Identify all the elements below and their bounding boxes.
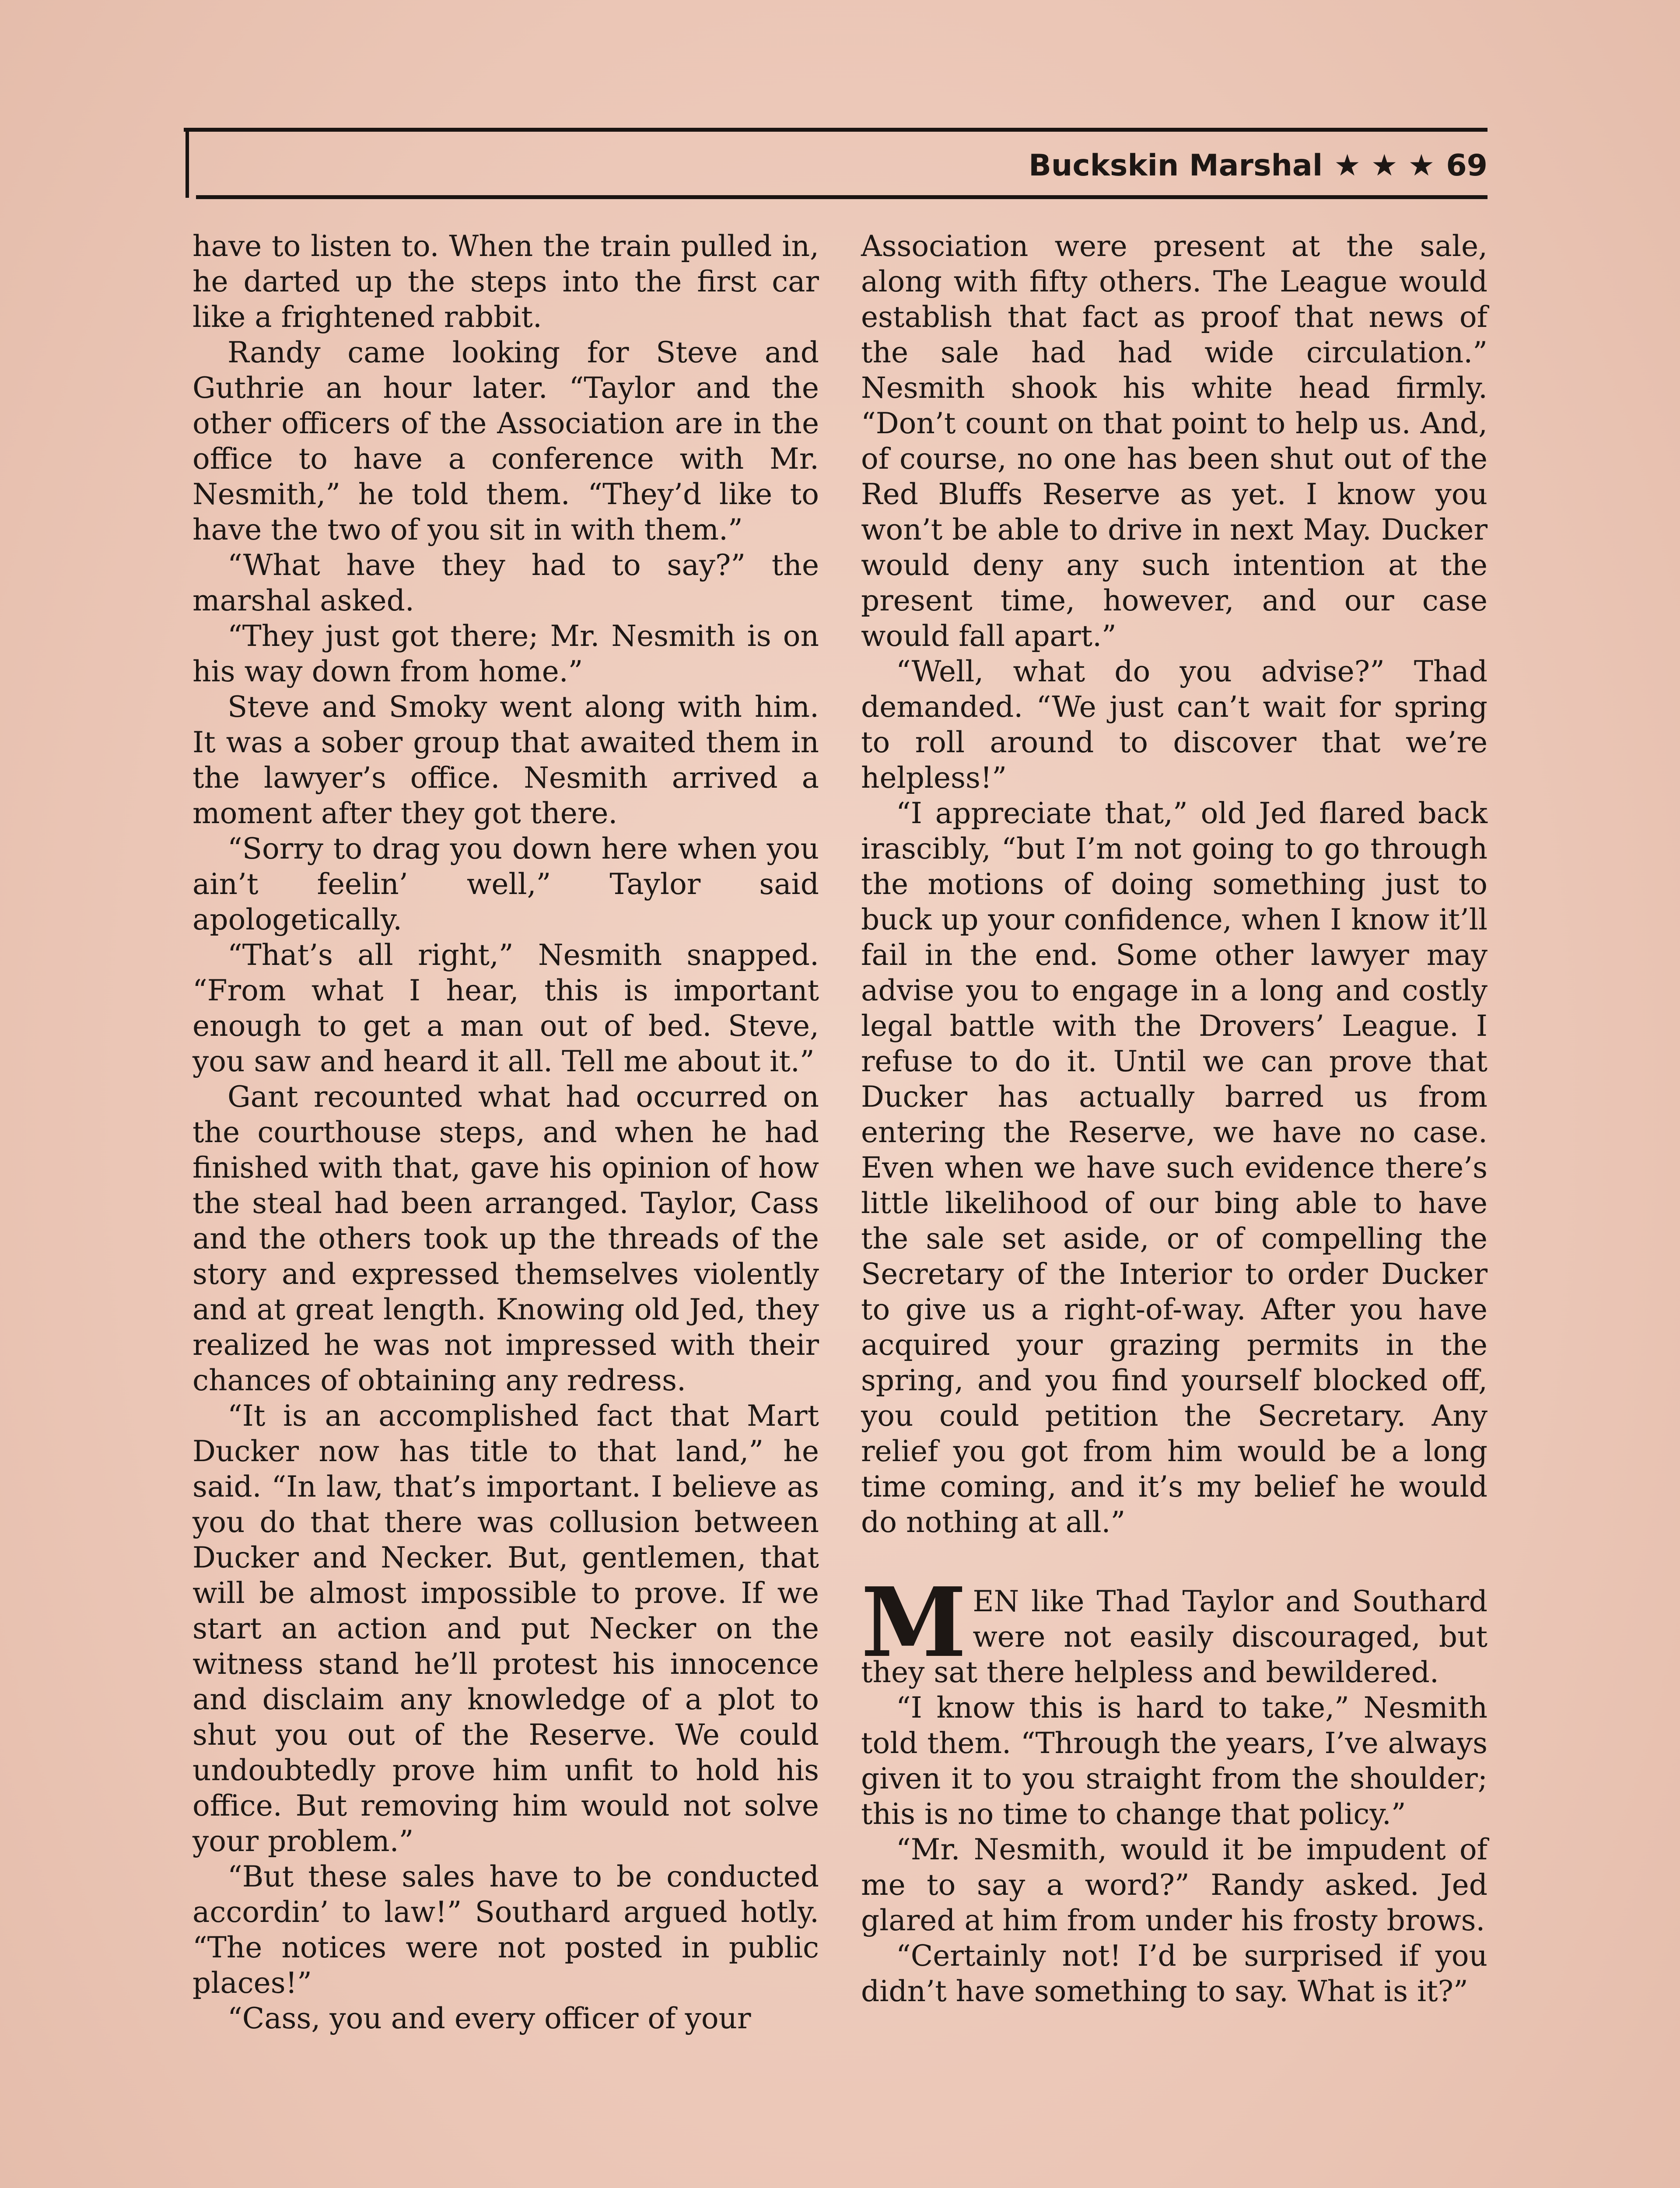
right-column: [861, 228, 1488, 2009]
header-left-rule: [186, 130, 189, 198]
paragraph: “Sorry to drag you down here when you ain’t feelin’ well,” Taylor said apologetically.: [192, 832, 819, 936]
paragraph: Association were present at the sale, along with fifty others. The League would establish that fact as proof that news of the sale had had wide circulation.” Nesmith shook his white head firmly. “Don’t count on that point to help us. And, of course, no one has been shut out of the Red Bluffs Reserve as yet. I know you won’t be able to drive in next May. Ducker would deny any such intention at the present time, however, and our case would fall apart.”: [861, 229, 1488, 653]
paragraph: “Cass, you and every officer of your: [228, 2002, 751, 2035]
running-head: [1029, 139, 1488, 192]
paragraph: “They just got there; Mr. Nesmith is on his way down from home.”: [192, 619, 819, 688]
paragraph: “It is an accomplished fact that Mart Ducker now has title to that land,” he said. “In law, that’s important. I believe as you do that there was collusion between Ducker and Necker. But, gentlemen, that will be almost impossible to prove. If we start an action and put Necker on the witness stand he’ll protest his innocence and disclaim any knowledge of a plot to shut you out of the Reserve. We could undoubtedly prove him unfit to hold his office. But removing him would not solve your problem.”: [192, 1399, 819, 1858]
paragraph: “Certainly not! I’d be surprised if you didn’t have something to say. What is it?”: [861, 1939, 1488, 2008]
paragraph: “But these sales have to be conducted accordin’ to law!” Southard argued hotly. “The notices were not posted in public places!”: [192, 1860, 819, 2000]
header-bottom-rule: [196, 195, 1488, 199]
paragraph: “Well, what do you advise?” Thad demanded. “We just can’t wait for spring to roll around to discover that we’re helpless!”: [861, 655, 1488, 795]
star-ornaments: ★ ★ ★: [1334, 148, 1435, 183]
paragraph: “I appreciate that,” old Jed flared back irascibly, “but I’m not going to go through the motions of doing something just to buck up your confidence, when I know it’ll fail in the end. Some other lawyer may advise you to engage in a long and costly legal battle with the Drovers’ League. I refuse to do it. Until we can prove that Ducker has actually barred us from entering the Reserve, we have no case. Even when we have such evidence there’s little likelihood of our bing able to have the sale set aside, or of compelling the Secretary of the Interior to order Ducker to give us a right-of-way. After you have acquired your grazing permits in the spring, and you find yourself blocked off, you could petition the Secretary. Any relief you got from him would be a long time coming, and it’s my belief he would do nothing at all.”: [861, 796, 1488, 1539]
header-top-rule: [184, 128, 1488, 132]
paragraph: Gant recounted what had occurred on the courthouse steps, and when he had finished with that, gave his opinion of how the steal had been arranged. Taylor, Cass and the others took up the threads of the story and expressed themselves violently and at great length. Knowing old Jed, they realized he was not impressed with their chances of obtaining any redress.: [192, 1080, 819, 1397]
paragraph: “Mr. Nesmith, would it be impudent of me to say a word?” Randy asked. Jed glared at him from under his frosty brows.: [861, 1833, 1488, 1937]
section-opening-text: EN like Thad Taylor and Southard were not easily discouraged, but they sat there helpless and bewildered.: [861, 1585, 1488, 1689]
paragraph: “What have they had to say?” the marshal asked.: [192, 548, 819, 617]
paragraph: Randy came looking for Steve and Guthrie an hour later. “Taylor and the other officers of the Association are in the office to have a conference with Mr. Nesmith,” he told them. “They’d like to have the two of you sit in with them.”: [192, 336, 819, 547]
drop-cap: M: [861, 1567, 967, 1679]
left-column: [192, 228, 819, 2036]
paragraph: have to listen to. When the train pulled in, he darted up the steps into the first car like a frightened rabbit.: [192, 229, 819, 334]
running-title: Buckskin Marshal: [1029, 148, 1323, 183]
page-number: 69: [1446, 148, 1488, 183]
section-opening-paragraph: [861, 1567, 1488, 1690]
paragraph: Steve and Smoky went along with him. It was a sober group that awaited them in the lawyer’s office. Nesmith arrived a moment after they got there.: [192, 690, 819, 830]
paragraph: “I know this is hard to take,” Nesmith told them. “Through the years, I’ve always given it to you straight from the shoulder; this is no time to change that policy.”: [861, 1691, 1488, 1831]
paragraph: “That’s all right,” Nesmith snapped. “From what I hear, this is important enough to get a man out of bed. Steve, you saw and heard it all. Tell me about it.”: [192, 938, 819, 1078]
